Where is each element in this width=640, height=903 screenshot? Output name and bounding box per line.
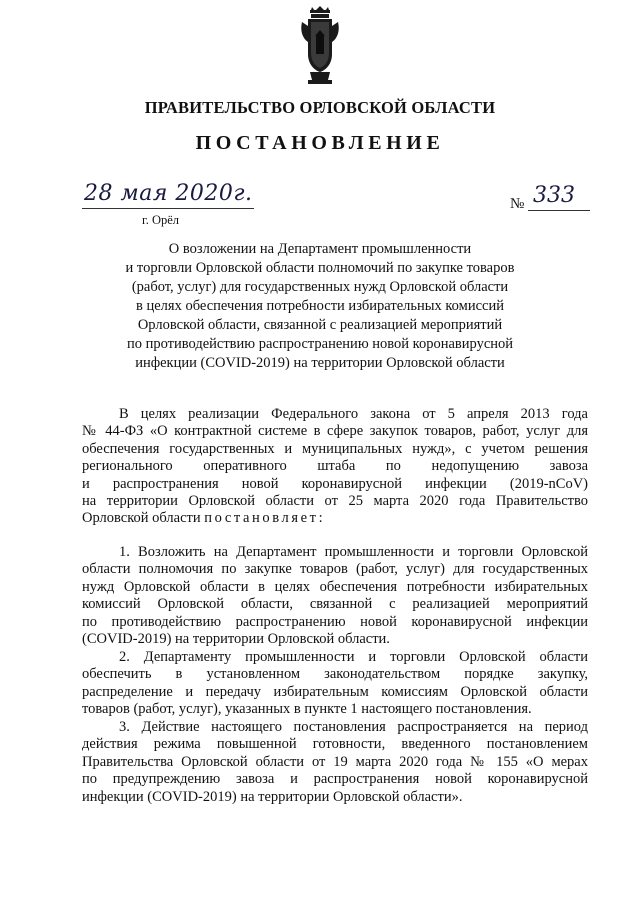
resolves-word: постановляет: [204,510,326,527]
subject-line: по противодействию распространению новой коронавирусной [126,336,514,352]
paragraph-line: обеспечить в установленном законодательством порядке закупку, [82,666,588,683]
paragraph-line: Правительства Орловской области от 19 марта 2020 года № 155 «О мерах [82,753,588,770]
subject-line: Орловской области, связанной с реализацией мероприятий [137,317,503,333]
clause-1 [82,544,588,648]
paragraph-line: по предупреждению завоза и распространения новой коронавирусной [82,771,588,788]
paragraph-line: (COVID-2019) на территории Орловской области. [82,631,390,648]
clause-2 [82,649,588,719]
subject-line: О возложении на Департамент промышленности [168,241,472,257]
document-subject [100,240,540,373]
paragraph-line: нужд Орловской области в целях обеспечения потребности избирательных [82,578,588,595]
city-label: г. Орёл [142,213,180,227]
paragraph-line-prefix: Орловской области [82,510,205,527]
paragraph-line: обеспечения государственных и муниципальных нужд», с учетом решения [82,440,588,457]
paragraph-line: по противодействию распространению новой коронавирусной инфекции [82,613,588,630]
paragraph-line: В целях реализации Федерального закона от 5 апреля 2013 года [119,406,588,422]
paragraph-line: действия режима повышенной готовности, введенного постановлением [82,736,588,753]
paragraph-line: 3. Действие настоящего постановления распространяется на период [119,719,588,735]
subject-line: в целях обеспечения потребности избирательных комиссий [136,298,504,314]
number-underline [528,210,590,211]
clause-3 [82,719,588,806]
subject-line: инфекции (COVID-2019) на территории Орловской области [135,355,505,371]
paragraph-line [82,510,588,527]
government-title: ПРАВИТЕЛЬСТВО ОРЛОВСКОЙ ОБЛАСТИ [144,98,496,117]
paragraph-line: инфекции (COVID-2019) на территории Орловской области». [82,788,463,805]
document-type-title: ПОСТАНОВЛЕНИЕ [195,132,445,154]
subject-line: (работ, услуг) для государственных нужд Орловской области [131,279,509,295]
paragraph-line: 1. Возложить на Департамент промышленности и торговли Орловской [119,544,588,560]
paragraph-line: № 44-ФЗ «О контрактной системе в сфере закупок товаров, работ, услуг для [82,423,588,440]
paragraph-line: и распространения новой коронавирусной инфекции (2019-nCoV) [82,475,588,492]
paragraph-line: на территории Орловской области от 25 марта 2020 года Правительство [82,493,588,510]
paragraph-line: комиссий Орловской области, связанной с реализацией мероприятий [82,596,588,613]
paragraph-line: области полномочия по закупке товаров (работ, услуг) для государственных [82,561,588,578]
orel-coat-of-arms-icon [298,6,342,86]
handwritten-number: 333 [533,183,575,208]
number-label: № [510,196,525,212]
subject-line: и торговли Орловской области полномочий по закупке товаров [125,260,515,276]
handwritten-date: 28 мая 2020г. [84,181,253,206]
preamble-paragraph [82,406,588,528]
paragraph-line: товаров (работ, услуг), указанных в пункте 1 настоящего постановления. [82,701,532,718]
date-underline [82,208,254,209]
paragraph-line: распределение и передачу избирательным комиссиям Орловской области [82,683,588,700]
paragraph-line: регионального оперативного штаба по недопущению завоза [82,458,588,475]
paragraph-line: 2. Департаменту промышленности и торговли Орловской области [119,649,588,665]
